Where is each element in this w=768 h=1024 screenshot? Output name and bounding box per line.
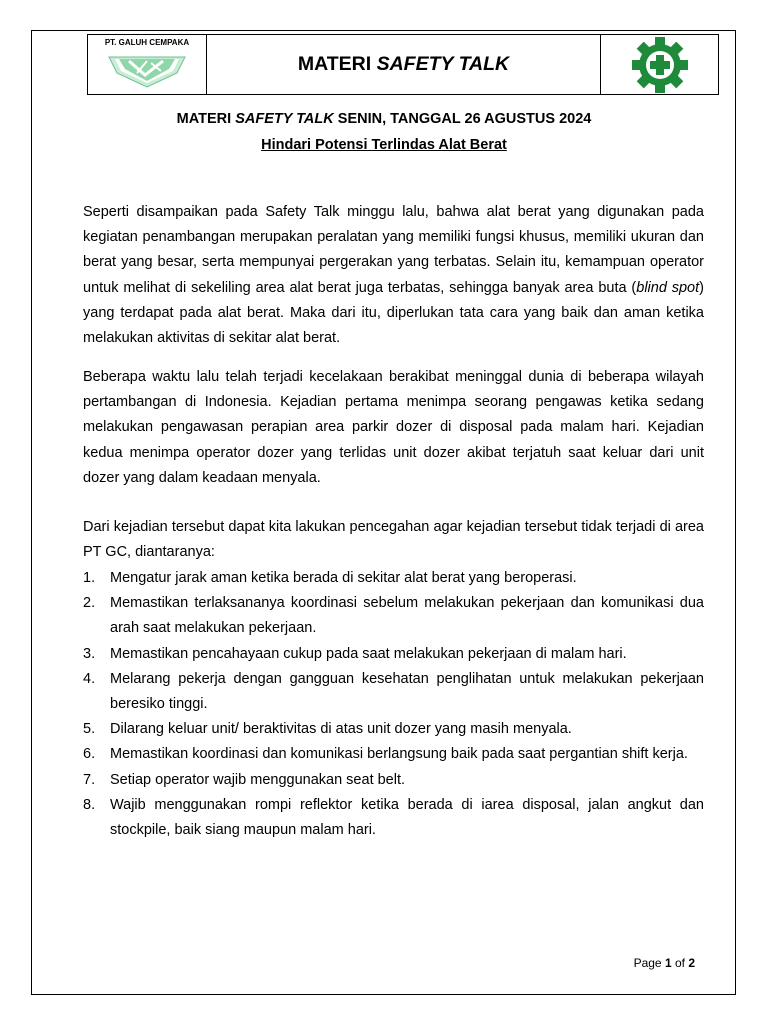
list-item-number: 4. bbox=[83, 670, 96, 687]
document-header bbox=[87, 34, 719, 95]
page-number bbox=[634, 956, 695, 970]
paragraph-intro-part-b: ) yang terdapat pada alat berat. Maka dari itu, diperlukan tata cara yang baik dan aman ketika melakukan aktivitas di sekitar alat berat. bbox=[83, 279, 704, 347]
document-title-suffix: SENIN, TANGGAL 26 AGUSTUS 2024 bbox=[333, 111, 592, 127]
list-item-text: Mengatur jarak aman ketika berada di sekitar alat berat yang beroperasi. bbox=[110, 570, 577, 586]
current-page: 1 bbox=[664, 956, 672, 970]
list-item-text: Wajib menggunakan rompi reflektor ketika berada di iarea disposal, jalan angkut dan stockpile, baik siang maupun malam hari. bbox=[110, 796, 704, 839]
list-item-number: 5. bbox=[83, 721, 96, 738]
list-item bbox=[83, 793, 704, 843]
total-pages: 2 bbox=[688, 956, 695, 970]
list-item-text: Melarang pekerja dengan gangguan kesehatan penglihatan untuk melakukan pekerjaan beresiko tinggi. bbox=[110, 670, 704, 713]
list-item bbox=[83, 768, 704, 793]
header-title-prefix: MATERI bbox=[297, 53, 372, 75]
list-item-number: 7. bbox=[83, 771, 96, 788]
list-item bbox=[83, 717, 704, 742]
paragraph-intro-italic: blind spot bbox=[636, 279, 700, 296]
paragraph-intro-part-a: Seperti disampaikan pada Safety Talk minggu lalu, bahwa alat berat yang digunakan pada kegiatan penambangan merupakan peralatan yang memiliki fungsi khusus, memiliki ukuran dan berat yang besar, serta mempunyai pergerakan yang terbatas. Selain itu, kemampuan operator untuk melihat di sekeliling area alat berat juga terbatas, sehingga banyak area buta ( bbox=[83, 204, 704, 296]
list-item-text: Memastikan pencahayaan cukup pada saat melakukan pekerjaan di malam hari. bbox=[110, 645, 627, 662]
list-item-text: Dilarang keluar unit/ beraktivitas di atas unit dozer yang masih menyala. bbox=[110, 721, 572, 738]
company-name: PT. GALUH CEMPAKA bbox=[104, 38, 190, 47]
paragraph-prevention-intro: Dari kejadian tersebut dapat kita lakukan pencegahan agar kejadian tersebut tidak terjadi di area PT GC, diantaranya: bbox=[83, 519, 704, 561]
list-item-number: 1. bbox=[83, 570, 96, 586]
header-title-italic: SAFETY TALK bbox=[376, 53, 510, 75]
company-logo-icon bbox=[107, 49, 187, 89]
list-item bbox=[83, 667, 704, 717]
document-title bbox=[0, 111, 768, 127]
prevention-list bbox=[83, 566, 704, 843]
page-word: Page bbox=[633, 956, 665, 970]
list-item-text: Setiap operator wajib menggunakan seat belt. bbox=[110, 771, 406, 788]
header-title bbox=[207, 35, 601, 94]
list-item bbox=[83, 742, 704, 767]
paragraph-intro bbox=[83, 200, 704, 351]
page-border bbox=[31, 30, 736, 995]
list-item-number: 3. bbox=[83, 645, 96, 662]
paragraph-incidents: Beberapa waktu lalu telah terjadi kecelakaan berakibat meninggal dunia di beberapa wilayah pertambangan di Indonesia. Kejadian pertama menimpa seorang pengawas ketika sedang melakukan pengawasan perapian area parkir dozer di disposal pada malam hari. Kejadian kedua menimpa operator dozer yang terlidas unit dozer akibat terjatuh saat keluar dari unit dozer yang dalam keadaan menyala. bbox=[83, 369, 704, 486]
list-item-text: Memastikan koordinasi dan komunikasi berlangsung baik pada saat pergantian shift kerja. bbox=[110, 746, 688, 763]
list-item bbox=[83, 642, 704, 667]
document-title-prefix: MATERI bbox=[176, 111, 236, 127]
list-item-text: Memastikan terlaksananya koordinasi sebelum melakukan pekerjaan dan komunikasi dua arah saat melakukan pekerjaan. bbox=[110, 595, 704, 637]
list-item bbox=[83, 591, 704, 641]
k3-safety-gear-icon bbox=[631, 36, 689, 94]
document-title-italic: SAFETY TALK bbox=[235, 111, 334, 127]
list-item-number: 8. bbox=[83, 796, 96, 813]
company-logo-cell bbox=[88, 35, 207, 94]
k3-logo-cell bbox=[601, 35, 718, 94]
of-word: of bbox=[671, 956, 689, 970]
list-item-number: 2. bbox=[83, 595, 96, 612]
document-subtitle: Hindari Potensi Terlindas Alat Berat bbox=[261, 137, 507, 153]
list-item-number: 6. bbox=[83, 746, 96, 763]
list-item bbox=[83, 566, 704, 591]
